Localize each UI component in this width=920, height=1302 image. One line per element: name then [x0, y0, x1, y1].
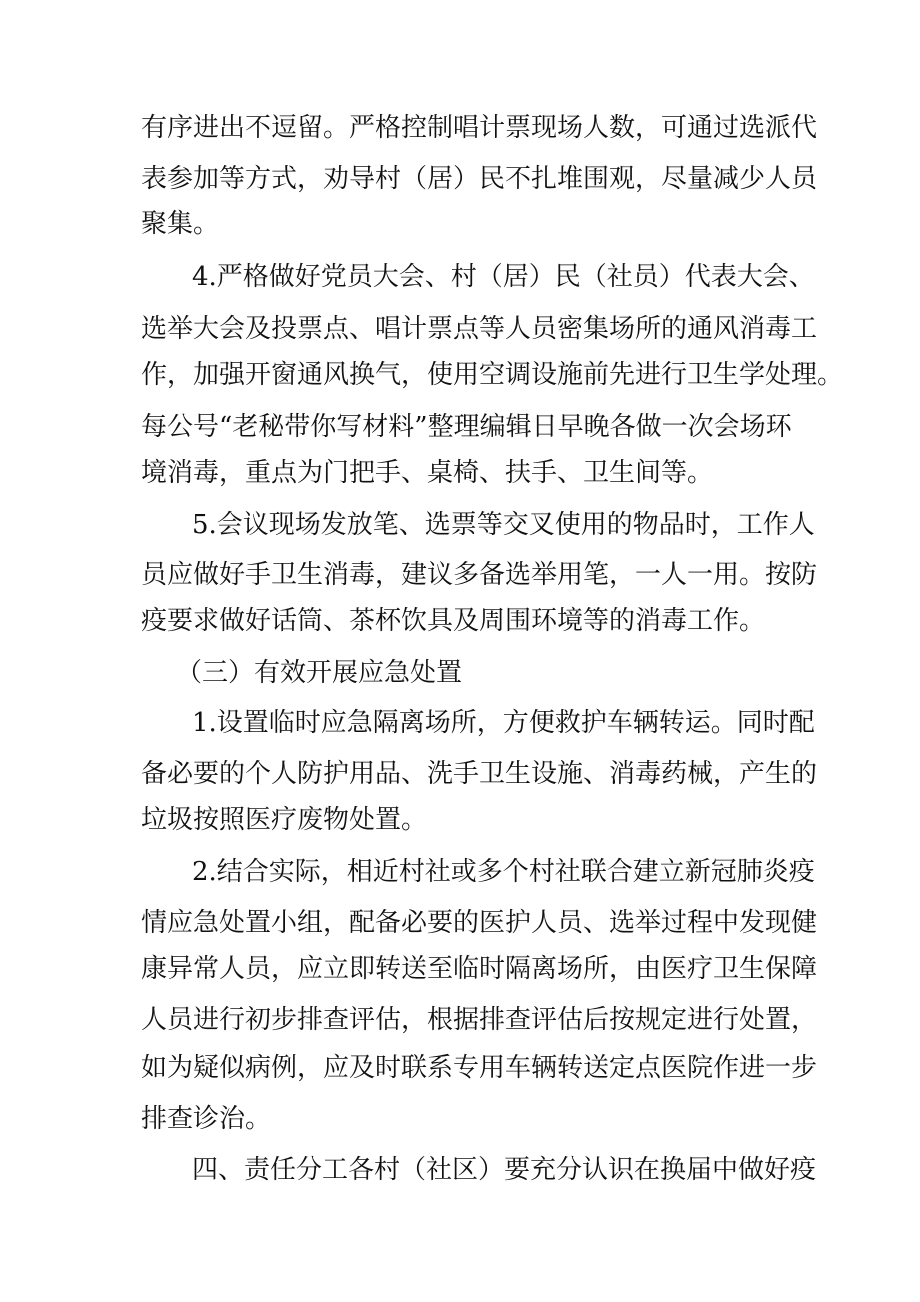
paragraph-line: 选举大会及投票点、唱计票点等人员密集场所的通风消毒工 — [141, 314, 818, 344]
paragraph-line: 情应急处置小组，配备必要的医护人员、选举过程中发现健 — [141, 908, 818, 938]
paragraph-line: 四、责任分工各村（社区）要充分认识在换届中做好疫 — [192, 1155, 817, 1185]
paragraph-line: 备必要的个人防护用品、洗手卫生设施、消毒药械，产生的 — [141, 759, 818, 789]
paragraph-line: 作，加强开窗通风换气，使用空调设施前先进行卫生学处理。 — [141, 360, 844, 390]
paragraph-line: 2.结合实际，相近村社或多个村社联合建立新冠肺炎疫 — [192, 857, 815, 887]
paragraph-line: 表参加等方式，劝导村（居）民不扎堆围观，尽量减少人员 — [141, 164, 818, 194]
paragraph-line: 5.会议现场发放笔、选票等交叉使用的物品时，工作人 — [192, 510, 815, 540]
paragraph-line: 康异常人员，应立即转送至临时隔离场所，由医疗卫生保障 — [141, 954, 818, 984]
paragraph-line: 1.设置临时应急隔离场所，方便救护车辆转运。同时配 — [192, 708, 815, 738]
paragraph-line: 4.严格做好党员大会、村（居）民（社员）代表大会、 — [192, 262, 815, 292]
paragraph-line: 疫要求做好话筒、茶杯饮具及周围环境等的消毒工作。 — [141, 606, 766, 636]
paragraph-line: 排查诊治。 — [141, 1104, 272, 1134]
paragraph-line: 聚集。 — [141, 209, 220, 239]
paragraph-line: 如为疑似病例，应及时联系专用车辆转送定点医院作进一步 — [141, 1053, 818, 1083]
paragraph-line: 每公号“老秘带你写材料”整理编辑日早晚各做一次会场环 — [141, 412, 792, 442]
section-heading: （三）有效开展应急处置 — [176, 658, 463, 688]
paragraph-line: 人员进行初步排查评估，根据排查评估后按规定进行处置， — [141, 1005, 818, 1035]
paragraph-line: 垃圾按照医疗废物处置。 — [141, 805, 428, 835]
paragraph-line: 有序进出不逗留。严格控制唱计票现场人数，可通过选派代 — [141, 113, 818, 143]
paragraph-line: 境消毒，重点为门把手、桌椅、扶手、卫生间等。 — [141, 458, 714, 488]
paragraph-line: 员应做好手卫生消毒，建议多备选举用笔，一人一用。按防 — [141, 560, 818, 590]
